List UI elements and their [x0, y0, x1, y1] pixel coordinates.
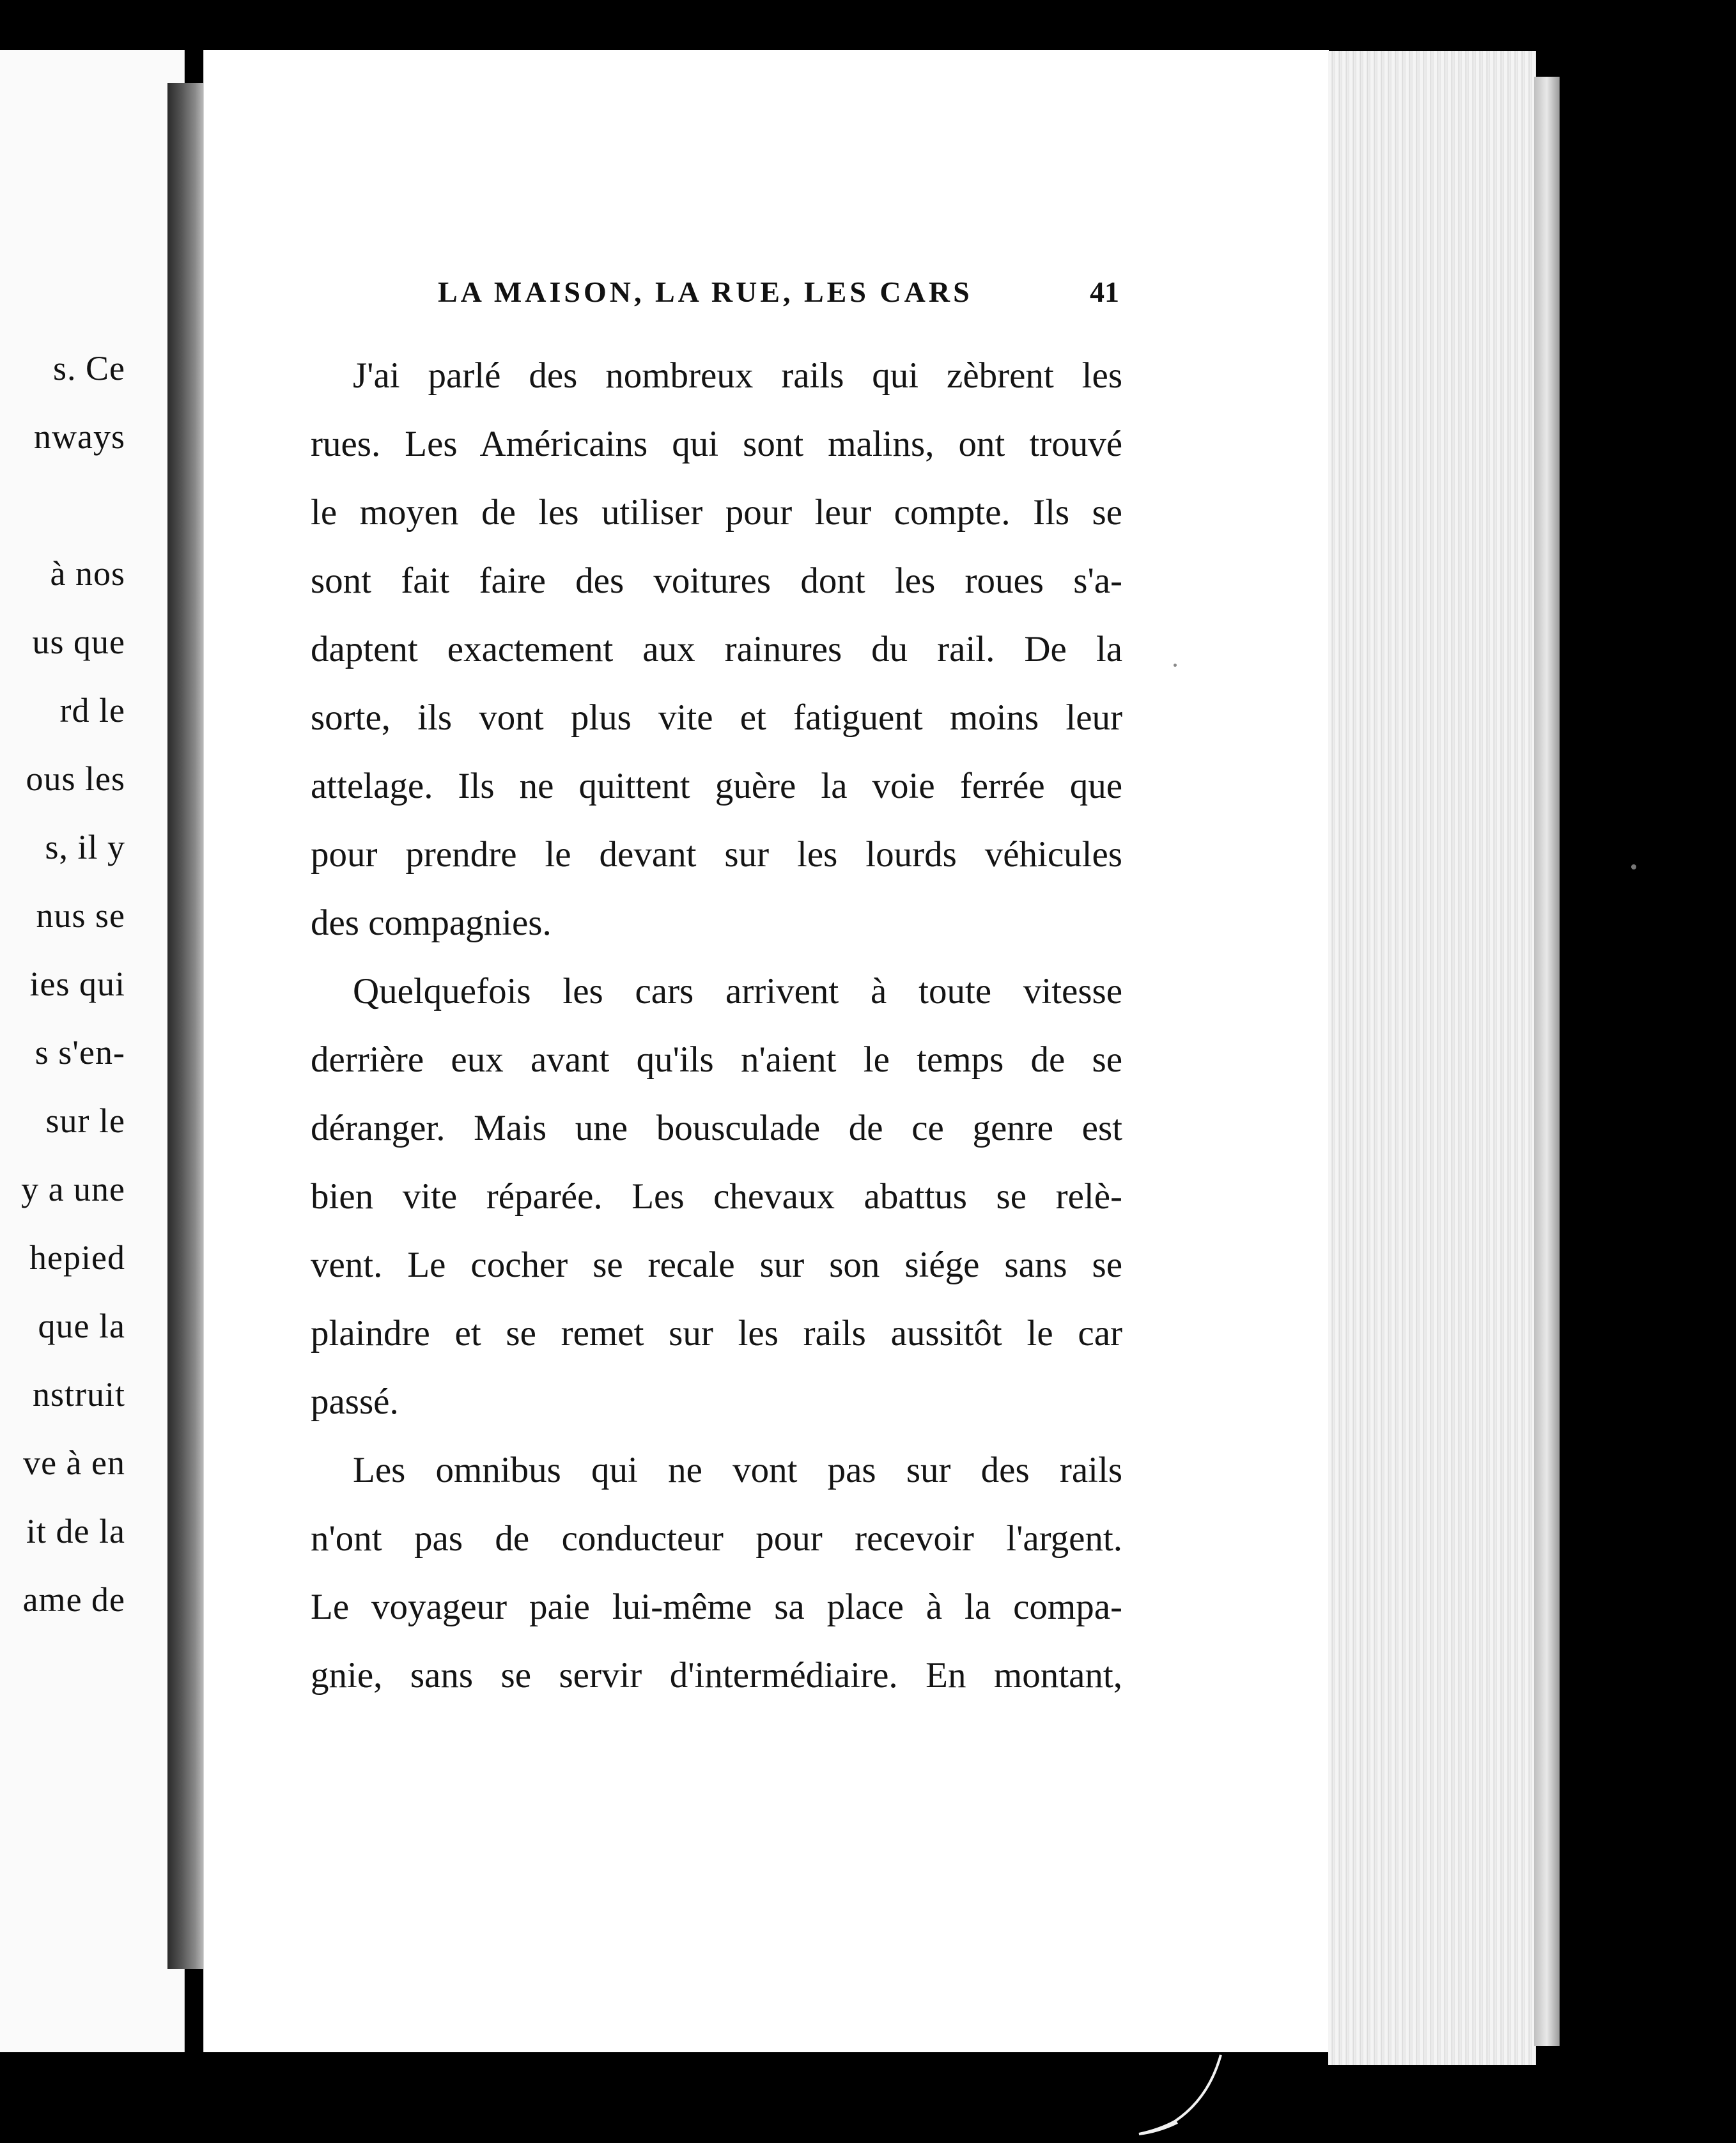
left-facing-page [0, 50, 185, 2052]
scan-speck [1631, 864, 1636, 869]
book-fore-edge [1534, 77, 1560, 2046]
left-page-line: s s'en- [35, 1033, 125, 1072]
left-page-line: hepied [29, 1238, 125, 1277]
left-page-text-fragments [0, 334, 125, 1634]
left-page-line: s, il y [45, 828, 125, 866]
text-line: attelage. Ils ne quittent guère la voie ferrée que [311, 766, 1122, 806]
left-page-line: y a une [21, 1170, 125, 1208]
text-line: des compagnies. [311, 903, 552, 943]
left-page-line: it de la [26, 1512, 125, 1550]
text-line: n'ont pas de conducteur pour recevoir l'argent. [311, 1518, 1122, 1559]
left-page-line: ve à en [23, 1444, 125, 1482]
left-page-line: sur le [45, 1102, 125, 1140]
text-line: le moyen de les utiliser pour leur compte. Ils se [311, 492, 1122, 533]
left-page-line: ame de [22, 1580, 125, 1619]
text-line: daptent exactement aux rainures du rail. De la [311, 629, 1122, 669]
scan-speck [1106, 5, 1112, 14]
text-line: gnie, sans se servir d'intermédiaire. En montant, [311, 1655, 1122, 1695]
left-page-line: ous les [26, 760, 125, 798]
text-line: sorte, ils vont plus vite et fatiguent moins leur [311, 697, 1122, 738]
text-line: J'ai parlé des nombreux rails qui zèbrent les [353, 355, 1122, 396]
left-page-line: ies qui [29, 965, 125, 1003]
running-head [438, 275, 1141, 320]
left-page-line: nstruit [32, 1375, 125, 1414]
left-page-line: nus se [36, 896, 125, 935]
text-line: plaindre et se remet sur les rails aussitôt le car [311, 1313, 1122, 1353]
left-page-line: us que [32, 623, 125, 661]
text-line: derrière eux avant qu'ils n'aient le temps de se [311, 1040, 1122, 1080]
text-line: pour prendre le devant sur les lourds véhicules [311, 834, 1122, 875]
body-text [311, 341, 1122, 1710]
left-page-line: nways [34, 417, 125, 456]
text-line: vent. Le cocher se recale sur son siége sans se [311, 1245, 1122, 1285]
left-page-line: que la [38, 1307, 125, 1345]
left-page-line [0, 471, 125, 540]
page-edges-stack [1328, 51, 1536, 2065]
book-gutter-shadow [167, 83, 207, 1969]
text-line: Les omnibus qui ne vont pas sur des rails [353, 1450, 1122, 1490]
text-line: déranger. Mais une bousculade de ce genre est [311, 1108, 1122, 1148]
page-number: 41 [1090, 276, 1119, 308]
left-page-line: rd le [59, 691, 125, 729]
left-page-line: s. Ce [53, 349, 125, 387]
scan-speck [1174, 664, 1177, 667]
text-line: Le voyageur paie lui-même sa place à la compa- [311, 1587, 1122, 1627]
left-page-line: à nos [50, 554, 125, 593]
text-line: sont fait faire des voitures dont les roues s'a- [311, 561, 1122, 601]
stray-ink-mark [1125, 2052, 1227, 2143]
text-line: passé. [311, 1382, 399, 1422]
text-line: rues. Les Américains qui sont malins, ont trouvé [311, 424, 1122, 464]
text-line: Quelquefois les cars arrivent à toute vitesse [353, 971, 1122, 1011]
text-line: bien vite réparée. Les chevaux abattus se relè- [311, 1176, 1122, 1217]
running-head-title: LA MAISON, LA RUE, LES CARS [438, 276, 973, 308]
